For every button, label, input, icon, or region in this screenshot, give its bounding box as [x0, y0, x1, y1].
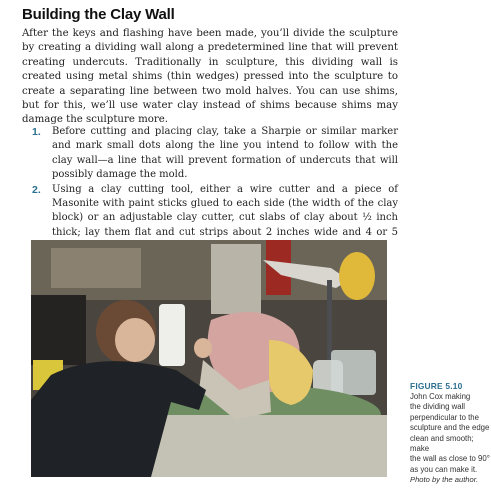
photo-container: [331, 350, 376, 395]
intro-paragraph: After the keys and flashing have been made, you’ll divide the sculpture by creating a dividing wall along a predetermined line that will prevent creating undercuts. Traditionally in sculpture, this dividing wall is created using metal shims (thin wedges) pressed into the sculpture to create a separating line between two mold halves. You can use shims, but for this, we’ll use water clay instead of shims because shims may damage the sculpture more.: [22, 28, 398, 126]
workshop-photo-illustration: [31, 240, 387, 477]
photo-paper-towel: [159, 304, 185, 366]
step-item: [32, 125, 398, 183]
figure-caption-text: John Cox making the dividing wall perpendicular to the sculpture and the edge clean and smooth; make the wall as close to 90° as you can make it.: [410, 392, 490, 474]
photo-dark-cabinet: [31, 295, 86, 365]
step-text: Before cutting and placing clay, take a Sharpie or similar marker and mark small dots along the line you intend to follow with the clay wall—a line that will prevent formation of undercuts that will possibly damage the mold.: [52, 126, 398, 181]
photo-shelf: [51, 248, 141, 288]
figure-photo: [31, 240, 387, 477]
photo-person-hand: [194, 338, 212, 358]
figure-caption: [410, 381, 491, 486]
figure-credit: Photo by the author.: [410, 475, 479, 485]
photo-yellow-head: [339, 252, 375, 300]
step-number: 2.: [32, 183, 41, 196]
steps-list: [32, 125, 398, 255]
figure-label: FIGURE 5.10: [410, 381, 463, 391]
section-heading: Building the Clay Wall: [22, 6, 175, 23]
photo-cabinet: [211, 244, 261, 314]
photo-table: [131, 415, 387, 477]
step-text: Using a clay cutting tool, either a wire cutter and a piece of Masonite with paint sticks glued to each side (the width of the clay block) or an adjustable clay cutter, cut slabs of clay about ½ inch thick; lay them flat and cut strips about 2 inches wide and 4 or 5: [52, 183, 398, 238]
photo-person-face: [115, 318, 155, 362]
step-number: 1.: [32, 126, 41, 138]
